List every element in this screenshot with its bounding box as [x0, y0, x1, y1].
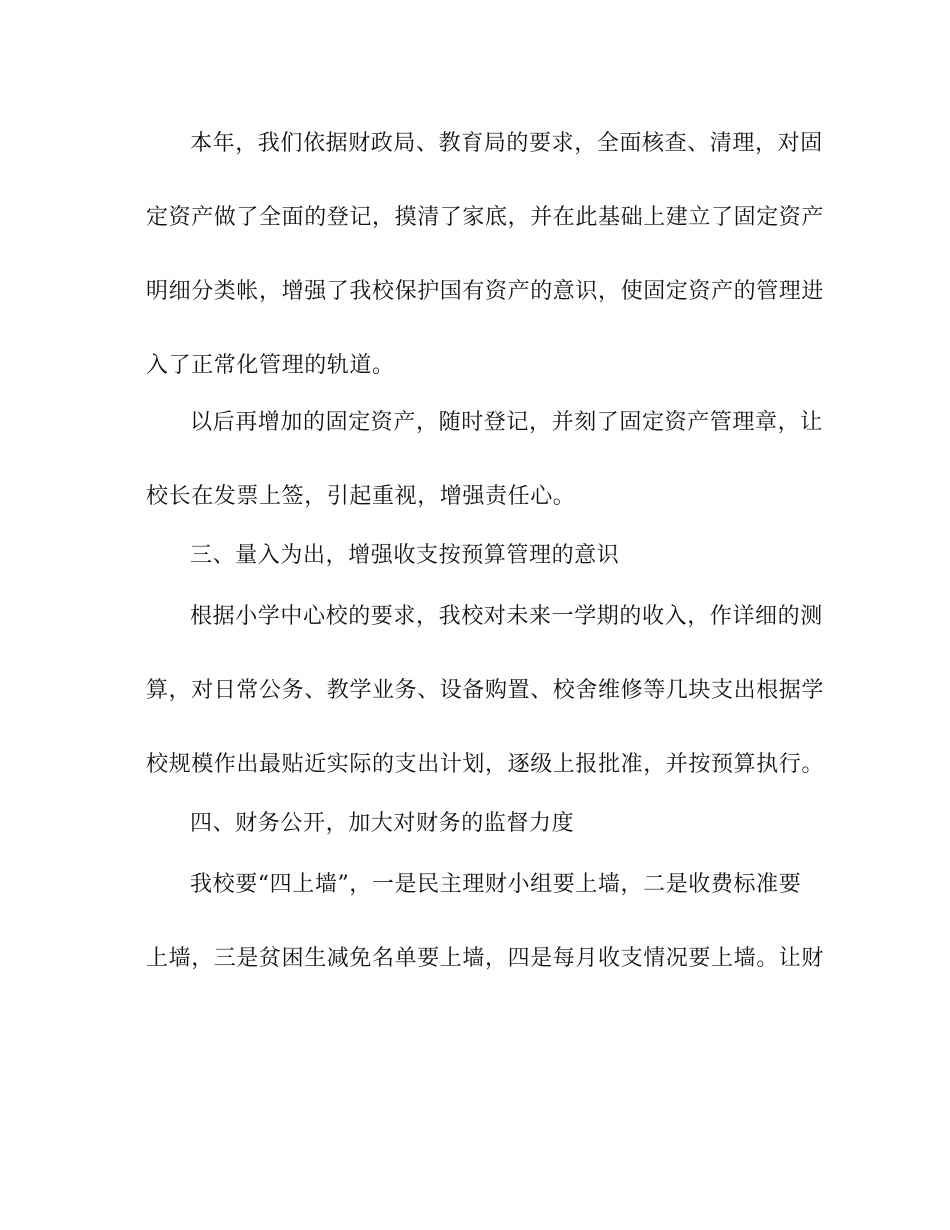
- paragraph-4-line-2: 上墙，三是贫困生减免名单要上墙，四是每月收支情况要上墙。让财: [146, 946, 825, 971]
- paragraph-2-line-2: 校长在发票上签，引起重视，增强责任心。: [146, 484, 576, 509]
- paragraph-1-line-4: 入了正常化管理的轨道。: [146, 353, 395, 378]
- paragraph-1-line-2: 定资产做了全面的登记，摸清了家底，并在此基础上建立了固定资产: [146, 205, 825, 230]
- paragraph-2-line-1: 以后再增加的固定资产，随时登记，并刻了固定资产管理章，让: [190, 410, 823, 435]
- paragraph-3-line-3: 校规模作出最贴近实际的支出计划，逐级上报批准，并按预算执行。: [146, 752, 825, 777]
- paragraph-3-line-1: 根据小学中心校的要求，我校对未来一学期的收入，作详细的测: [190, 604, 823, 629]
- paragraph-3-line-2: 算，对日常公务、教学业务、设备购置、校舍维修等几块支出根据学: [146, 678, 825, 703]
- paragraph-4-line-1: 我校要“四上墙”，一是民主理财小组要上墙，二是收费标准要: [190, 872, 802, 897]
- paragraph-1-line-1: 本年，我们依据财政局、教育局的要求，全面核查、清理，对固: [190, 131, 823, 156]
- section-heading-4: 四、财务公开，加大对财务的监督力度: [190, 811, 575, 836]
- paragraph-1-line-3: 明细分类帐，增强了我校保护国有资产的意识，使固定资产的管理进: [146, 279, 825, 304]
- section-heading-3: 三、量入为出，增强收支按预算管理的意识: [190, 543, 620, 568]
